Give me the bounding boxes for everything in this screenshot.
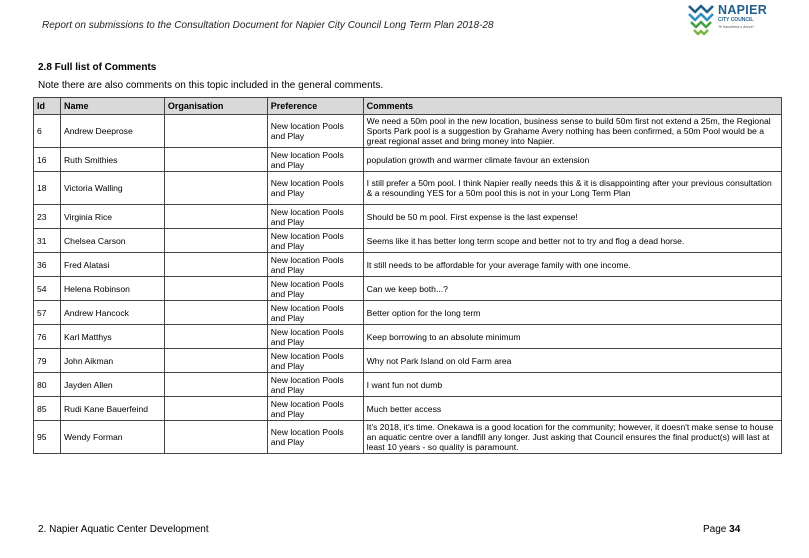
cell-id: 23	[34, 205, 61, 229]
napier-logo	[686, 2, 776, 38]
table-row	[34, 205, 782, 229]
cell-id: 36	[34, 253, 61, 277]
table-row	[34, 349, 782, 373]
cell-organisation	[164, 172, 267, 205]
page-number: 34	[729, 524, 741, 535]
cell-preference: New location Pools and Play	[267, 277, 363, 301]
page-label: Page	[703, 524, 727, 535]
header-comments: Comments	[363, 98, 781, 115]
table-row	[34, 301, 782, 325]
cell-comment: It's 2018, it's time. Onekawa is a good location for the community; however, it doesn't make sense to house an aquatic centre over a landfill any longer. Just asking that Council ensures the final product(s) will last at least 10 years - so quality is paramount.	[363, 421, 781, 454]
cell-organisation	[164, 397, 267, 421]
cell-comment: Why not Park Island on old Farm area	[363, 349, 781, 373]
cell-comment: Much better access	[363, 397, 781, 421]
header-preference: Preference	[267, 98, 363, 115]
logo-subtitle: CITY COUNCIL	[718, 17, 754, 23]
section-title: 2.8 Full list of Comments	[38, 62, 157, 73]
cell-organisation	[164, 277, 267, 301]
cell-id: 76	[34, 325, 61, 349]
cell-comment: Seems like it has better long term scope and better not to try and flog a dead horse.	[363, 229, 781, 253]
cell-comment: Keep borrowing to an absolute minimum	[363, 325, 781, 349]
cell-id: 18	[34, 172, 61, 205]
table-row	[34, 421, 782, 454]
cell-comment: Can we keep both...?	[363, 277, 781, 301]
cell-comment: population growth and warmer climate favour an extension	[363, 148, 781, 172]
cell-name: Jayden Allen	[60, 373, 164, 397]
header-id: Id	[34, 98, 61, 115]
cell-preference: New location Pools and Play	[267, 397, 363, 421]
section-note: Note there are also comments on this topic included in the general comments.	[38, 80, 384, 91]
cell-id: 54	[34, 277, 61, 301]
logo-name: NAPIER	[718, 3, 768, 17]
footer-page	[703, 524, 740, 535]
cell-preference: New location Pools and Play	[267, 229, 363, 253]
cell-preference: New location Pools and Play	[267, 205, 363, 229]
cell-organisation	[164, 349, 267, 373]
cell-organisation	[164, 421, 267, 454]
table-row	[34, 277, 782, 301]
cell-organisation	[164, 325, 267, 349]
cell-preference: New location Pools and Play	[267, 349, 363, 373]
table-row	[34, 325, 782, 349]
cell-name: Wendy Forman	[60, 421, 164, 454]
cell-name: Chelsea Carson	[60, 229, 164, 253]
table-row	[34, 148, 782, 172]
cell-id: 16	[34, 148, 61, 172]
comments-table	[33, 97, 782, 454]
table-row	[34, 115, 782, 148]
cell-preference: New location Pools and Play	[267, 115, 363, 148]
cell-comment: I want fun not dumb	[363, 373, 781, 397]
napier-waves-logo-icon	[686, 2, 716, 36]
table-header-row	[34, 98, 782, 115]
table-row	[34, 172, 782, 205]
cell-id: 31	[34, 229, 61, 253]
cell-organisation	[164, 148, 267, 172]
table-row	[34, 397, 782, 421]
table-row	[34, 229, 782, 253]
cell-id: 79	[34, 349, 61, 373]
cell-comment: We need a 50m pool in the new location, business sense to build 50m first not extend a 25m, the Regional Sports Park pool is a suggestion by Grahame Avery nothing has been confirmed, a 50m Pool would be a great regional asset and bring money into Napier.	[363, 115, 781, 148]
cell-id: 6	[34, 115, 61, 148]
cell-organisation	[164, 229, 267, 253]
cell-preference: New location Pools and Play	[267, 172, 363, 205]
table-row	[34, 373, 782, 397]
cell-name: Fred Alatasi	[60, 253, 164, 277]
cell-name: Andrew Hancock	[60, 301, 164, 325]
header-organisation: Organisation	[164, 98, 267, 115]
cell-name: Karl Matthys	[60, 325, 164, 349]
cell-preference: New location Pools and Play	[267, 325, 363, 349]
cell-name: Andrew Deeprose	[60, 115, 164, 148]
footer-section: 2. Napier Aquatic Center Development	[38, 524, 209, 535]
cell-comment: I still prefer a 50m pool. I think Napier really needs this & it is disappointing after your previous consultation & a resounding YES for a 50m pool this is not in your Long Term Plan	[363, 172, 781, 205]
cell-name: Helena Robinson	[60, 277, 164, 301]
cell-preference: New location Pools and Play	[267, 421, 363, 454]
cell-name: John Aikman	[60, 349, 164, 373]
cell-id: 80	[34, 373, 61, 397]
header-name: Name	[60, 98, 164, 115]
cell-organisation	[164, 301, 267, 325]
cell-name: Rudi Kane Bauerfeind	[60, 397, 164, 421]
cell-preference: New location Pools and Play	[267, 373, 363, 397]
report-header: Report on submissions to the Consultation Document for Napier City Council Long Term Plan 2018-28	[42, 20, 494, 31]
table-row	[34, 253, 782, 277]
cell-name: Victoria Walling	[60, 172, 164, 205]
cell-preference: New location Pools and Play	[267, 253, 363, 277]
cell-id: 57	[34, 301, 61, 325]
cell-comment: Better option for the long term	[363, 301, 781, 325]
cell-organisation	[164, 205, 267, 229]
cell-name: Virginia Rice	[60, 205, 164, 229]
cell-name: Ruth Smithies	[60, 148, 164, 172]
cell-comment: It still needs to be affordable for your average family with one income.	[363, 253, 781, 277]
cell-id: 95	[34, 421, 61, 454]
logo-tagline: Te Kaunihera o Ahuriri	[718, 25, 754, 29]
cell-id: 85	[34, 397, 61, 421]
cell-comment: Should be 50 m pool. First expense is the last expense!	[363, 205, 781, 229]
cell-preference: New location Pools and Play	[267, 148, 363, 172]
cell-organisation	[164, 373, 267, 397]
cell-preference: New location Pools and Play	[267, 301, 363, 325]
cell-organisation	[164, 115, 267, 148]
cell-organisation	[164, 253, 267, 277]
